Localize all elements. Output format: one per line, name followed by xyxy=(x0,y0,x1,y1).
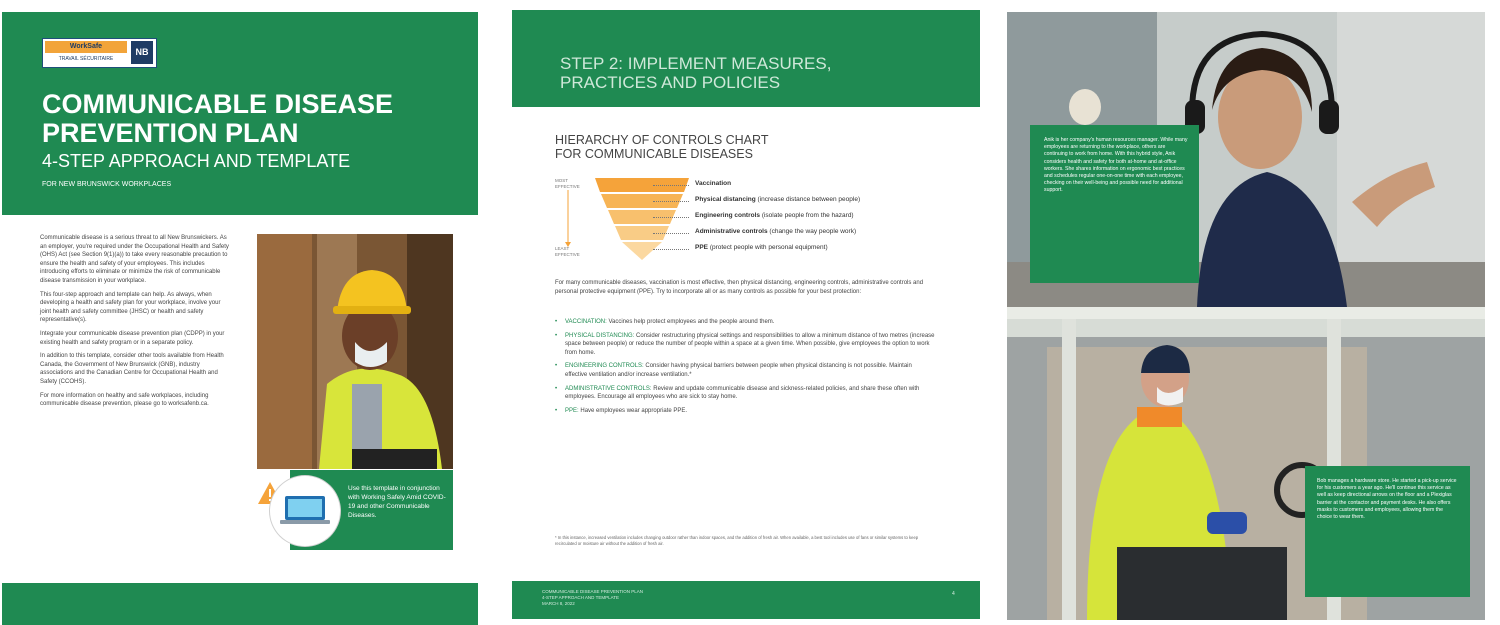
bullet-text: Consider restructuring physical settings and responsibilities to allow a minimum distance of two metres (increase space between people) or reduce the number of people within a space at a given time. When possible, give employees the option to work from home. xyxy=(565,332,935,356)
footer-date: MARCH 8, 2022 xyxy=(542,601,575,606)
control-description: (isolate people from the hazard) xyxy=(760,212,854,219)
caption-box-hardware-store xyxy=(1305,466,1470,597)
control-row-administrative xyxy=(653,228,965,240)
document-page-cover xyxy=(0,0,478,625)
title-line-2: PREVENTION PLAN xyxy=(42,118,299,148)
caption-text: Bob manages a hardware store. He started a pick-up service for his customers a year ago. He'll continue this service as well as keep directional arrows on the floor and a Plexiglas barrier at the contactor and payment desks. He also offers masks to customers and employees, allowing them the choice to wear them. xyxy=(1317,478,1457,521)
chart-title xyxy=(555,133,768,161)
control-row-physical-distancing xyxy=(653,196,965,208)
hierarchy-of-controls-chart xyxy=(555,178,965,263)
chart-title-line-1: HIERARCHY OF CONTROLS CHART xyxy=(555,133,769,147)
worker-photo xyxy=(257,234,453,469)
audience-label: FOR NEW BRUNSWICK WORKPLACES xyxy=(42,181,172,188)
bullet-item: • ENGINEERING CONTROLS: Consider having physical barriers between people when physical distancing is not possible. Maintain effective ventilation and/or increase ventilation.* xyxy=(555,363,912,378)
footer-line-1: COMMUNICABLE DISEASE PREVENTION PLAN xyxy=(542,589,644,594)
worksafe-logo xyxy=(42,38,157,68)
paragraph: This four-step approach and template can help. As always, when developing a health and safety plan for your workplace, involve your joint health and safety committee (JHSC) or health and safety representative(s). xyxy=(40,291,221,324)
paragraph: Communicable disease is a serious threat to all New Brunswickers. As an employer, you're required under the Occupational Health and Safety (OHS) Act (see Section 9(1)(a)) to take every reasonable precaution to ensure the health and safety of your employees. This includes introducing efforts to eliminate or minimize the risk of communicable disease transmission in your workplace. xyxy=(40,235,229,284)
document-page-examples xyxy=(1005,0,1495,625)
control-name: Physical distancing xyxy=(695,196,756,203)
control-name: Vaccination xyxy=(695,180,732,187)
chart-title-line-2: FOR COMMUNICABLE DISEASES xyxy=(555,147,753,161)
bullet-item: • VACCINATION: Vaccines help protect employees and the people around them. xyxy=(555,319,775,325)
bullet-item: • PPE: Have employees wear appropriate PPE. xyxy=(555,407,688,414)
paragraph: In addition to this template, consider other tools available from Health Canada, the Government of New Brunswick (GNB), industry associations and the Canadian Centre for Occupational Health and Safety (CCOHS). xyxy=(40,353,224,385)
most-effective-label: MOST EFFECTIVE xyxy=(555,178,580,189)
document-page-step2 xyxy=(510,0,980,625)
control-description: (protect people with personal equipment) xyxy=(708,244,828,251)
control-row-ppe xyxy=(653,244,965,256)
paragraph: For more information on healthy and safe workplaces, including communicable disease prevention, please go to worksafenb.ca. xyxy=(40,392,209,408)
caption-text: Anik is her company's human resources manager. While many employees are returning to the workplace, others are continuing to work from home. With this hybrid style, Anik considers health and safety for both at-home and at-office workers. She shares information on ergonomic best practices and schedules regular one-on-one time with each employee, checking on their well-being and possible need for additional support. xyxy=(1044,137,1188,194)
bullet-item: • PHYSICAL DISTANCING: Consider restructuring physical settings and responsibilities to allow a minimum distance of two metres (increase space between people) or reduce the number of people within a space at a given time. When possible, give employees the option to work from home. xyxy=(555,332,935,356)
paragraph: Integrate your communicable disease prevention plan (CDPP) in your existing health and safety program or in a separate policy. xyxy=(40,330,225,346)
controls-intro-paragraph: For many communicable diseases, vaccination is most effective, then physical distancing, engineering controls, administrative controls and personal protective equipment (PPE). Try to incorporate all or as many controls as possible for your best protection: xyxy=(555,280,924,295)
control-description: (increase distance between people) xyxy=(755,196,861,203)
step-header-band xyxy=(512,10,980,107)
bullet-label: ENGINEERING CONTROLS: xyxy=(565,363,644,370)
page-number: 4 xyxy=(952,591,955,597)
step-title-line-2: PRACTICES AND POLICIES xyxy=(560,73,781,92)
bullet-text: Review and update communicable disease and sickness-related policies, and share these often with employees. Encourage all employees who are sick to stay home. xyxy=(565,385,920,401)
page-footer-band xyxy=(512,581,980,619)
bullet-label: ADMINISTRATIVE CONTROLS: xyxy=(565,385,652,392)
footer-line-2: 4-STEP APPROACH AND TEMPLATE xyxy=(542,595,620,600)
footer-document-info xyxy=(542,589,643,607)
step-title-line-1: STEP 2: IMPLEMENT MEASURES, xyxy=(560,54,832,73)
title-line-1: COMMUNICABLE DISEASE xyxy=(42,89,394,119)
cover-header-band xyxy=(2,12,478,215)
bullet-label: PPE: xyxy=(565,407,579,414)
logo-wordmark: WorkSafe xyxy=(45,41,127,53)
logo-nb-mark: NB xyxy=(131,41,153,64)
cover-footer-band xyxy=(2,583,478,625)
control-name: PPE xyxy=(695,244,709,251)
control-name: Administrative controls xyxy=(695,228,768,235)
control-name: Engineering controls xyxy=(695,212,761,219)
caption-box-hr-manager xyxy=(1030,125,1199,283)
bullet-label: PHYSICAL DISTANCING: xyxy=(565,332,635,339)
ventilation-footnote: * In this instance, increased ventilation includes changing outdoor rather than indoor spaces, and the addition of fresh air. When available, a best tool includes use of fans or similar systems to keep recirculated or moisture air without the addition of fresh air. xyxy=(555,535,919,546)
bullet-text: Have employees wear appropriate PPE. xyxy=(578,407,688,414)
intro-text-column xyxy=(40,234,233,409)
controls-bullet-list xyxy=(555,318,935,415)
control-row-vaccination xyxy=(653,180,965,192)
laptop-icon xyxy=(270,476,340,546)
document-title xyxy=(42,90,393,148)
logo-tagline: TRAVAIL SÉCURITAIRE xyxy=(58,56,114,62)
bullet-text: Consider having physical barriers between people when physical distancing is not possible. Maintain effective ventilation and/or increase ventilation.* xyxy=(565,363,912,378)
control-row-engineering xyxy=(653,212,965,224)
bullet-item: • ADMINISTRATIVE CONTROLS: Review and update communicable disease and sickness-related policies, and share these often with employees. Encourage all employees who are sick to stay home. xyxy=(555,385,920,401)
step-title xyxy=(560,54,831,92)
callout-text: Use this template in conjunction with Working Safely Amid COVID-19 and other Communicable Diseases. xyxy=(348,485,446,519)
bullet-label: VACCINATION: xyxy=(565,319,607,325)
control-description: (change the way people work) xyxy=(767,228,857,235)
document-subtitle: 4-STEP APPROACH AND TEMPLATE xyxy=(42,151,351,171)
bullet-text: Vaccines help protect employees and the people around them. xyxy=(606,319,775,325)
construction-worker-illustration xyxy=(257,234,453,469)
least-effective-label: LEAST EFFECTIVE xyxy=(555,246,580,257)
